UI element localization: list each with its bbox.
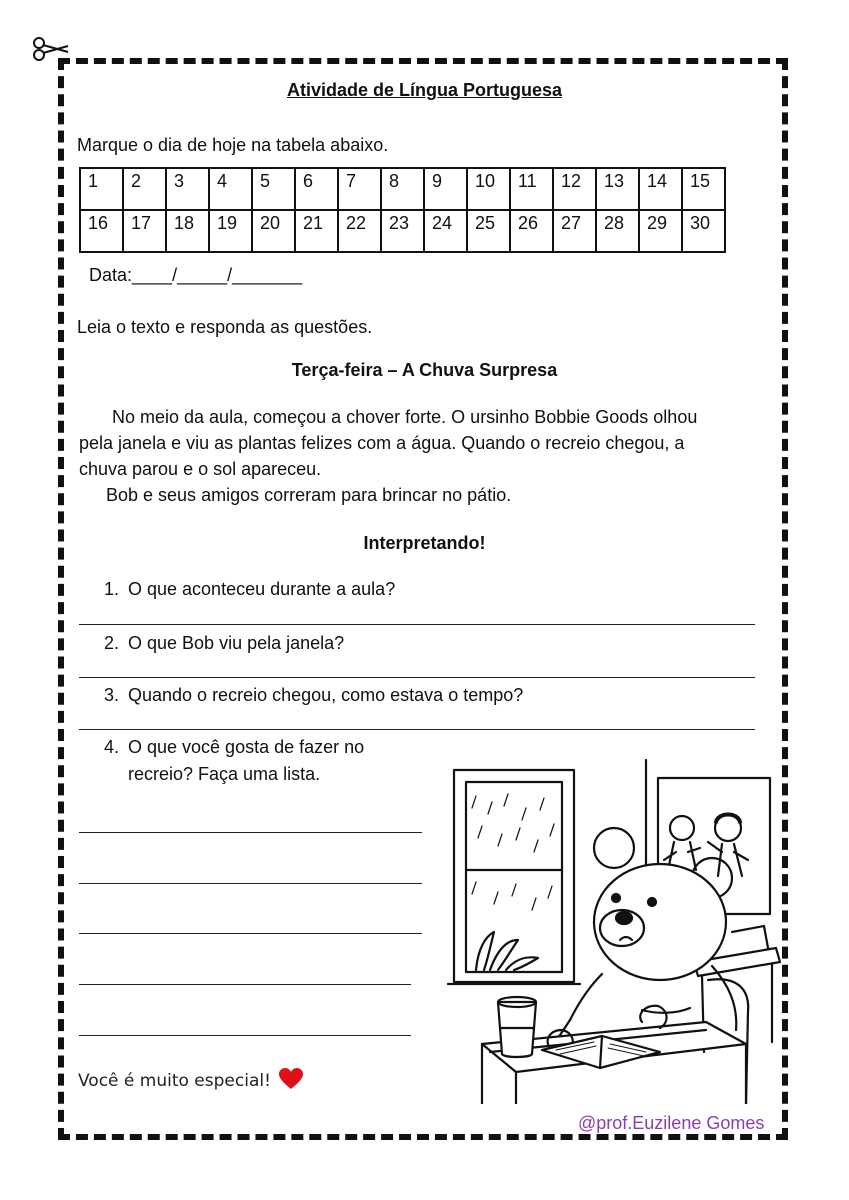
calendar-day[interactable]: 8 <box>381 168 424 210</box>
calendar-day[interactable]: 11 <box>510 168 553 210</box>
calendar-day[interactable]: 7 <box>338 168 381 210</box>
calendar-day[interactable]: 1 <box>80 168 123 210</box>
calendar-day[interactable]: 21 <box>295 210 338 252</box>
bear-reading-illustration <box>446 752 786 1104</box>
question-number: 3. <box>104 685 120 705</box>
calendar-day[interactable]: 3 <box>166 168 209 210</box>
question-text: O que Bob viu pela janela? <box>128 633 345 653</box>
answer-line[interactable] <box>79 729 755 730</box>
section-title: Interpretando! <box>363 533 486 553</box>
reading-instruction: Leia o texto e responda as questões. <box>77 317 373 337</box>
list-answer-line[interactable] <box>79 984 411 985</box>
calendar-day[interactable]: 9 <box>424 168 467 210</box>
calendar-day[interactable]: 20 <box>252 210 295 252</box>
question-text: recreio? Faça uma lista. <box>128 764 321 784</box>
heart-icon <box>278 1067 304 1091</box>
calendar-day[interactable]: 24 <box>424 210 467 252</box>
list-answer-line[interactable] <box>79 1035 411 1036</box>
answer-line[interactable] <box>79 624 755 625</box>
calendar-day[interactable]: 14 <box>639 168 682 210</box>
calendar-day[interactable]: 16 <box>80 210 123 252</box>
question-4 <box>104 737 364 758</box>
calendar-day[interactable]: 27 <box>553 210 596 252</box>
calendar-day[interactable]: 28 <box>596 210 639 252</box>
calendar-day[interactable]: 13 <box>596 168 639 210</box>
calendar-row <box>80 168 725 210</box>
calendar-instruction: Marque o dia de hoje na tabela abaixo. <box>77 135 389 155</box>
calendar-day[interactable]: 5 <box>252 168 295 210</box>
question-number: 4. <box>104 737 120 757</box>
calendar-day[interactable]: 6 <box>295 168 338 210</box>
calendar-day[interactable]: 25 <box>467 210 510 252</box>
story-line: Bob e seus amigos correram para brincar no pátio. <box>106 485 512 505</box>
calendar-day[interactable]: 10 <box>467 168 510 210</box>
calendar-day[interactable]: 18 <box>166 210 209 252</box>
question-number: 2. <box>104 633 120 653</box>
list-answer-line[interactable] <box>79 883 422 884</box>
calendar-table <box>79 167 726 253</box>
date-line[interactable]: Data:____/_____/_______ <box>89 265 303 285</box>
list-answer-line[interactable] <box>79 933 422 934</box>
calendar-day[interactable]: 2 <box>123 168 166 210</box>
question-2 <box>104 633 344 654</box>
calendar-day[interactable]: 15 <box>682 168 725 210</box>
story-line: No meio da aula, começou a chover forte. O ursinho Bobbie Goods olhou <box>112 407 698 427</box>
author-credit: @prof.Euzilene Gomes <box>578 1113 765 1133</box>
calendar-day[interactable]: 29 <box>639 210 682 252</box>
story-line: pela janela e viu as plantas felizes com a água. Quando o recreio chegou, a <box>79 433 685 453</box>
question-1 <box>104 579 395 600</box>
question-text: O que você gosta de fazer no <box>128 737 365 757</box>
question-text: Quando o recreio chegou, como estava o tempo? <box>128 685 524 705</box>
page-title: Atividade de Língua Portuguesa <box>286 80 563 100</box>
calendar-day[interactable]: 4 <box>209 168 252 210</box>
calendar-day[interactable]: 26 <box>510 210 553 252</box>
calendar-day[interactable]: 19 <box>209 210 252 252</box>
footer-text: Você é muito especial! <box>78 1071 271 1091</box>
calendar-row <box>80 210 725 252</box>
calendar-day[interactable]: 17 <box>123 210 166 252</box>
story-line: chuva parou e o sol apareceu. <box>79 459 322 479</box>
footer-message <box>78 1067 304 1091</box>
calendar-day[interactable]: 23 <box>381 210 424 252</box>
answer-line[interactable] <box>79 677 755 678</box>
list-answer-line[interactable] <box>79 832 422 833</box>
calendar-day[interactable]: 22 <box>338 210 381 252</box>
calendar-day[interactable]: 30 <box>682 210 725 252</box>
question-text: O que aconteceu durante a aula? <box>128 579 396 599</box>
calendar-day[interactable]: 12 <box>553 168 596 210</box>
story-title: Terça-feira – A Chuva Surpresa <box>291 360 558 380</box>
question-3 <box>104 685 523 706</box>
question-number: 1. <box>104 579 120 599</box>
